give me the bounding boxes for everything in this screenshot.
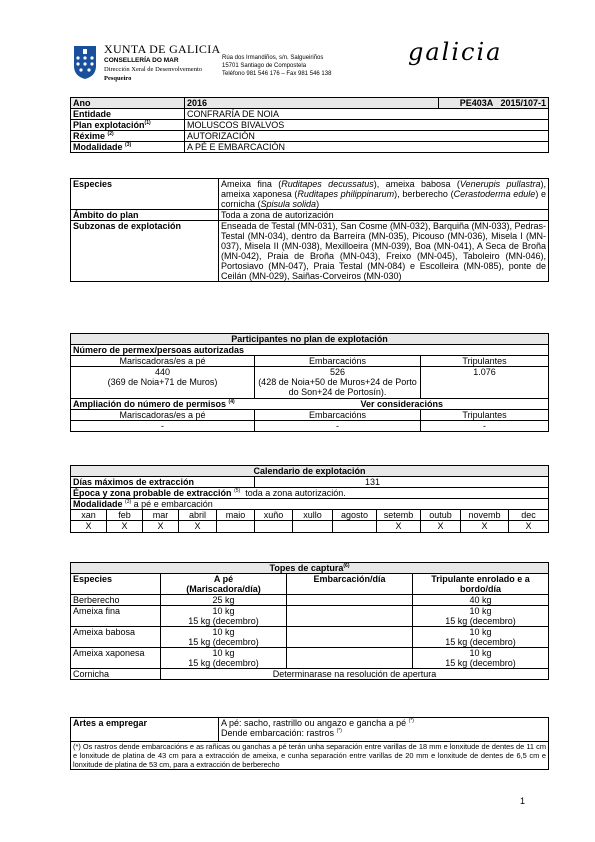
ver-consideracions: Ver consideracións: [360, 399, 444, 409]
ape-value: 10 kg 15 kg (decembro): [161, 648, 287, 669]
entidade-value: CONFRARÍA DE NOIA: [185, 109, 549, 120]
month-mark: X: [509, 521, 549, 533]
tripulante-value: 10 kg 15 kg (decembro): [413, 648, 549, 669]
ampliacion-row: Ampliación do número de permisos $^{(4)}$ Ver consideracións: [71, 399, 549, 410]
header-table: [70, 97, 549, 153]
species-name: Ameixa xaponesa: [71, 648, 161, 669]
topes-table: [70, 562, 549, 680]
plan-label: Plan explotación$^{(1)}$: [71, 120, 185, 131]
subzonas-label: Subzonas de explotación: [71, 221, 219, 282]
table-row: [71, 648, 549, 669]
tripulantes-value: 1.076: [421, 367, 549, 399]
mariscadoras-value: 440 (369 de Noia+71 de Muros): [71, 367, 255, 399]
modalidade-value: A PÉ E EMBARCACIÓN: [185, 142, 549, 153]
tripulante-value: 10 kg 15 kg (decembro): [413, 627, 549, 648]
month-header: agosto: [333, 510, 377, 521]
xunta-logo: [72, 44, 98, 80]
month-mark: X: [461, 521, 509, 533]
table-row: [71, 606, 549, 627]
table-row: [71, 595, 549, 606]
subzonas-value: Enseada de Testal (MN-031), San Cosme (MN-032), Barquiña (MN-033), Pedras-Testal (MN-034), dentro da Barreira (MN-035), Picouso (MN-036), Misela I (MN-037), Misela II (MN-038), Mexilloeira (MN-039), Boa (MN-041), A Seca de Broña (MN-042), Praia de Broña (MN-043), Freixo (MN-045), Taboleiro (MN-046), Portosiavo (MN-047), Praia Testal (MN-084) e Escolleira (MN-085), ponte de Ceilán (MN-029), Saiñas-Corveiros (MN-030): [219, 221, 549, 282]
especies-table: [70, 178, 549, 282]
modalidade-cal-row: Modalidade $^{(3)}$ a pé e embarcación: [71, 499, 549, 510]
especies-label: Especies: [71, 179, 219, 210]
ampliacion-val-3: -: [421, 421, 549, 432]
month-header: novemb: [461, 510, 509, 521]
month-header: xuño: [255, 510, 293, 521]
month-header: xullo: [293, 510, 333, 521]
cornicha-value: Determinarase na resolución de apertura: [161, 669, 549, 680]
topes-col-ape: A pé (Mariscadora/día): [161, 574, 287, 595]
plan-value: MOLUSCOS BIVALVOS: [185, 120, 549, 131]
ano-value: 2016: [185, 98, 439, 109]
epoca-row: Época y zona probable de extracción $^{(5)}$ toda a zona autorización.: [71, 488, 549, 499]
tripulante-value: 40 kg: [413, 595, 549, 606]
ampliacion-col-2: Embarcacións: [255, 410, 421, 421]
artes-footnote: (*) Os rastros dende embarcacións e as rañicas ou ganchas a pé terán unha separación entre varillas de 18 mm e lonxitude de dentes de 11 cm e lonxitude de platina de 43 cm para a extracción de ameixa, e cunha separación entre varillas de 20 mm e lonxitude de dentes de 6,5 cm e lonxitude de platina de 53 cm, para a extracción de berberecho: [71, 742, 549, 770]
modalidade-label: Modalidade $^{(3)}$: [71, 142, 185, 153]
address-2: 15701 Santiago de Compostela: [222, 63, 307, 69]
calendario-table: [70, 465, 549, 533]
month-header: feb: [107, 510, 143, 521]
embarcacion-value: [287, 648, 413, 669]
topes-col-embarcacion: Embarcación/día: [287, 574, 413, 595]
month-header: mar: [143, 510, 179, 521]
ampliacion-col-3: Tripulantes: [421, 410, 549, 421]
entidade-label: Entidade: [71, 109, 185, 120]
month-mark: X: [421, 521, 461, 533]
month-mark: X: [71, 521, 107, 533]
dept-2: Dirección Xeral de Desenvolvemento: [104, 66, 203, 73]
embarcacions-value: 526 (428 de Noia+50 de Muros+24 de Porto do Son+24 de Portosín).: [255, 367, 421, 399]
galicia-brand: galicia: [408, 38, 503, 66]
artes-label: Artes a empregar: [71, 718, 219, 742]
dias-value: 131: [255, 477, 549, 488]
species-name: Berberecho: [71, 595, 161, 606]
address-3: Teléfono 981 546 176 – Fax 981 546 138: [222, 71, 332, 77]
dept-1: CONSELLERÍA DO MAR: [104, 57, 179, 64]
ambito-value: Toda a zona de autorización: [219, 210, 549, 221]
tripulante-value: 10 kg 15 kg (decembro): [413, 606, 549, 627]
ambito-label: Ámbito do plan: [71, 210, 219, 221]
cornicha-label: Cornicha: [71, 669, 161, 680]
month-header: maio: [217, 510, 255, 521]
participantes-title: Participantes no plan de explotación: [71, 334, 549, 345]
xunta-shield-icon: [72, 44, 98, 80]
month-mark: [293, 521, 333, 533]
month-mark: X: [377, 521, 421, 533]
month-mark: [333, 521, 377, 533]
species-name: Ameixa babosa: [71, 627, 161, 648]
embarcacion-value: [287, 606, 413, 627]
table-row: [71, 627, 549, 648]
month-header: abril: [179, 510, 217, 521]
month-header: xan: [71, 510, 107, 521]
month-mark: [217, 521, 255, 533]
ape-value: 10 kg 15 kg (decembro): [161, 627, 287, 648]
especies-value: Ameixa fina (Ruditapes decussatus), ameixa babosa (Venerupis pullastra), ameixa xaponesa (Ruditapes philippinarum), berberecho (Cerastoderma edule) e cornicha (Spisula solida): [219, 179, 549, 210]
ape-value: 10 kg 15 kg (decembro): [161, 606, 287, 627]
artes-value: A pé: sacho, rastrillo ou angazo e gancha a pé (*) Dende embarcación: rastros (*): [219, 718, 549, 742]
expediente-code: PE403A 2015/107-1: [439, 98, 549, 109]
dias-label: Días máximos de extracción: [71, 477, 255, 488]
month-header: dec: [509, 510, 549, 521]
month-mark: X: [179, 521, 217, 533]
embarcacion-value: [287, 627, 413, 648]
month-header: outub: [421, 510, 461, 521]
dept-3: Pesqueiro: [104, 75, 132, 82]
month-header: setemb: [377, 510, 421, 521]
col-mariscadoras: Mariscadoras/es a pé: [71, 356, 255, 367]
permex-subtitle: Número de permex/persoas autorizadas: [71, 345, 549, 356]
col-tripulantes: Tripulantes: [421, 356, 549, 367]
col-embarcacions: Embarcacións: [255, 356, 421, 367]
month-mark: X: [143, 521, 179, 533]
participantes-table: [70, 333, 549, 432]
address-1: Rúa dos Irmandiños, s/n. Salgueiriños: [222, 55, 324, 61]
rexime-value: AUTORIZACIÓN: [185, 131, 549, 142]
ape-value: 25 kg: [161, 595, 287, 606]
rexime-label: Réxime $^{(2)}$: [71, 131, 185, 142]
org-name: XUNTA DE GALICIA: [104, 42, 221, 56]
month-mark: X: [107, 521, 143, 533]
ampliacion-col-1: Mariscadoras/es a pé: [71, 410, 255, 421]
page-number: 1: [520, 796, 526, 806]
species-name: Ameixa fina: [71, 606, 161, 627]
topes-title: Topes de captura$^{(6)}$: [71, 563, 549, 574]
embarcacion-value: [287, 595, 413, 606]
artes-table: [70, 717, 549, 770]
topes-col-tripulante: Tripulante enrolado e a bordo/día: [413, 574, 549, 595]
month-mark: [255, 521, 293, 533]
ampliacion-val-1: -: [71, 421, 255, 432]
topes-col-especies: Especies: [71, 574, 161, 595]
ano-label: Ano: [71, 98, 185, 109]
calendario-title: Calendario de explotación: [71, 466, 549, 477]
ampliacion-val-2: -: [255, 421, 421, 432]
